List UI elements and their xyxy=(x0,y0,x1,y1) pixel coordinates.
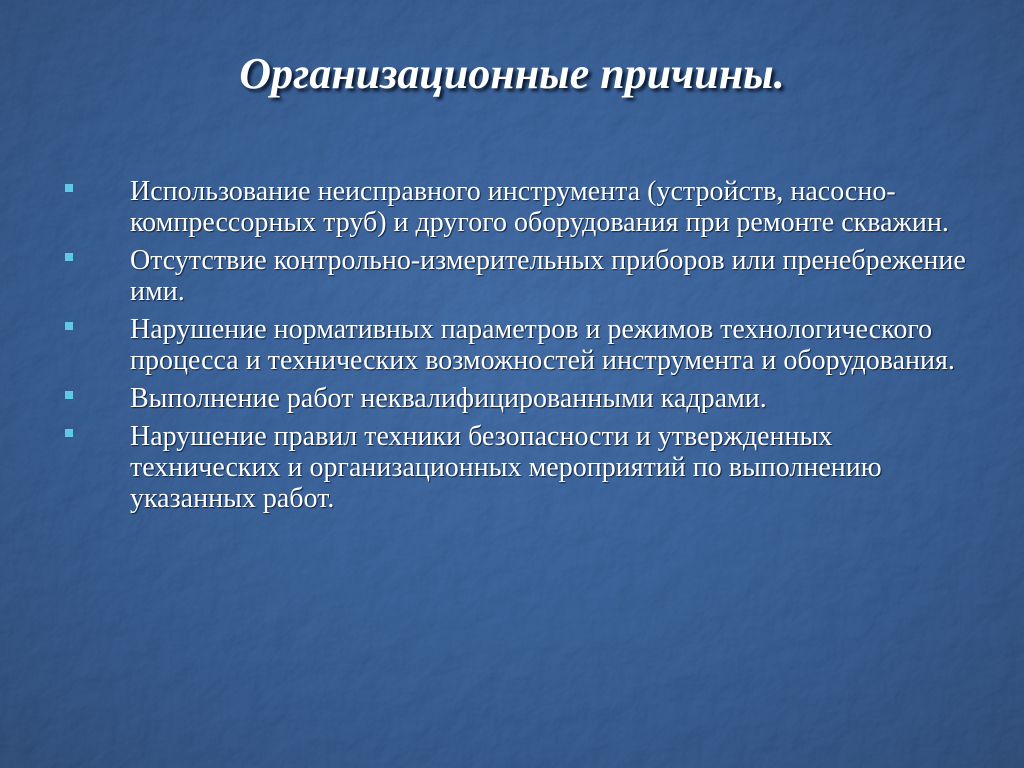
square-bullet-icon xyxy=(65,429,73,437)
bullet-list xyxy=(60,176,980,521)
list-item xyxy=(60,383,980,414)
list-item xyxy=(60,176,980,238)
list-item-text: Выполнение работ неквалифицированными кадрами. xyxy=(130,383,767,414)
list-item-text: Отсутствие контрольно-измерительных приборов или пренебрежение ими. xyxy=(130,245,966,307)
square-bullet-icon xyxy=(65,322,73,330)
list-item xyxy=(60,421,980,514)
list-item xyxy=(60,245,980,307)
square-bullet-icon xyxy=(65,391,73,399)
list-item xyxy=(60,314,980,376)
square-bullet-icon xyxy=(65,253,73,261)
list-item-text: Нарушение правил техники безопасности и утвержденных технических и организационных мероприятий по выполнению указанных работ. xyxy=(130,421,882,514)
slide-title: Организационные причины. xyxy=(239,49,785,98)
list-item-text: Нарушение нормативных параметров и режимов технологического процесса и технических возможностей инструмента и оборудования. xyxy=(130,314,955,376)
list-item-text: Использование неисправного инструмента (устройств, насосно-компрессорных труб) и другого оборудования при ремонте скважин. xyxy=(130,176,949,238)
square-bullet-icon xyxy=(65,184,73,192)
